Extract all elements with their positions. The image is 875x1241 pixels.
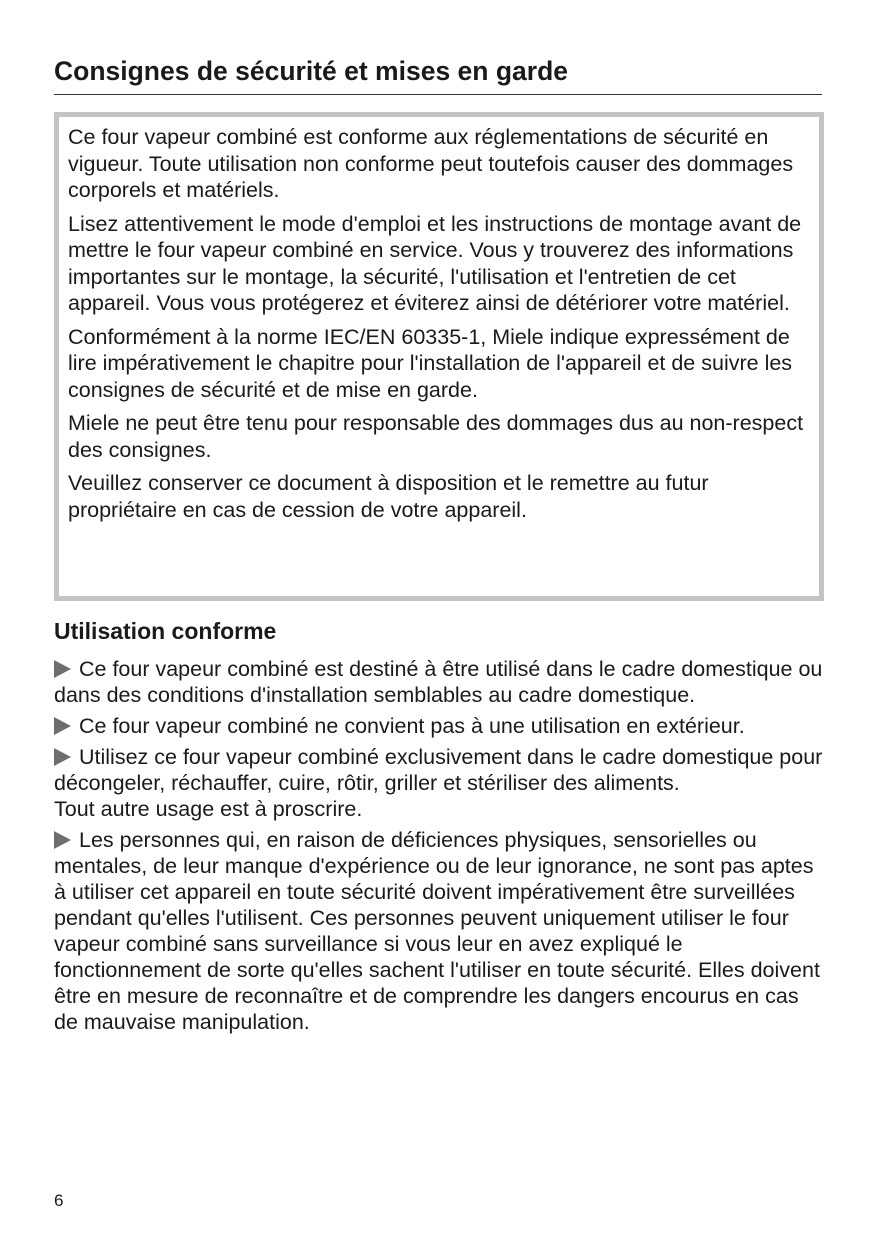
list-item-text: Ce four vapeur combiné ne convient pas à une utilisation en extérieur. [79, 714, 745, 738]
list-item-text: Les personnes qui, en raison de déficiences physiques, sensorielles ou mentales, de leur manque d'expérience ou de leur ignorance, ne sont pas aptes à utiliser cet appareil en toute sécurité doivent impérativement être surveillées pendant qu'elles l'utilisent. Ces personnes peuvent uniquement utiliser le four vapeur combiné sans surveillance si vous leur en avez expliqué le fonctionnement de sorte qu'elles sachent l'utiliser en toute sécurité. Elles doivent être en mesure de reconnaître et de comprendre les dangers encourus en cas de mauvaise manipulation. [54, 828, 820, 1034]
notice-paragraph: Veuillez conserver ce document à disposition et le remettre au futur propriétaire en cas de cession de votre appareil. [68, 471, 709, 522]
list-item-body [54, 656, 824, 708]
list-item-body [54, 827, 824, 1035]
list-item [54, 827, 824, 1035]
triangle-right-icon [54, 831, 71, 849]
list-item [54, 656, 824, 708]
notice-paragraph: Conformément à la norme IEC/EN 60335-1, Miele indique expressément de lire impérativement le chapitre pour l'installation de l'appareil et de suivre les consignes de sécurité et de mise en garde. [68, 324, 793, 402]
page-title: Consignes de sécurité et mises en garde [54, 53, 822, 95]
list-item-body [54, 744, 824, 796]
triangle-right-icon [54, 717, 71, 735]
list-item [54, 713, 824, 739]
list-item-body [54, 713, 824, 739]
notice-paragraph: Lisez attentivement le mode d'emploi et les instructions de montage avant de mettre le four vapeur combiné en service. Vous y trouverez des informations importantes sur le montage, la sécurité, l'utilisation et l'entretien de cet appareil. Vous vous protégerez et éviterez ainsi de détériorer votre matériel. [68, 211, 802, 315]
notice-paragraph: Ce four vapeur combiné est conforme aux réglementations de sécurité en vigueur. Toute utilisation non conforme peut toutefois causer des dommages corporels et matériels. [68, 125, 794, 202]
notice-paragraph: Miele ne peut être tenu pour responsable des dommages dus au non-respect des consignes. [68, 411, 804, 462]
safety-notice-box [54, 112, 824, 601]
list-item-text: Utilisez ce four vapeur combiné exclusivement dans le cadre domestique pour décongeler, réchauffer, cuire, rôtir, griller et stériliser des aliments. [54, 745, 823, 795]
list-item-note: Tout autre usage est à proscrire. [54, 797, 363, 821]
triangle-right-icon [54, 748, 71, 766]
usage-list [54, 656, 824, 1040]
section-heading-utilisation: Utilisation conforme [54, 618, 277, 644]
triangle-right-icon [54, 660, 71, 678]
list-item-text: Ce four vapeur combiné est destiné à être utilisé dans le cadre domestique ou dans des conditions d'installation semblables au cadre domestique. [54, 657, 823, 707]
list-item [54, 744, 824, 822]
page-number: 6 [54, 1191, 64, 1210]
